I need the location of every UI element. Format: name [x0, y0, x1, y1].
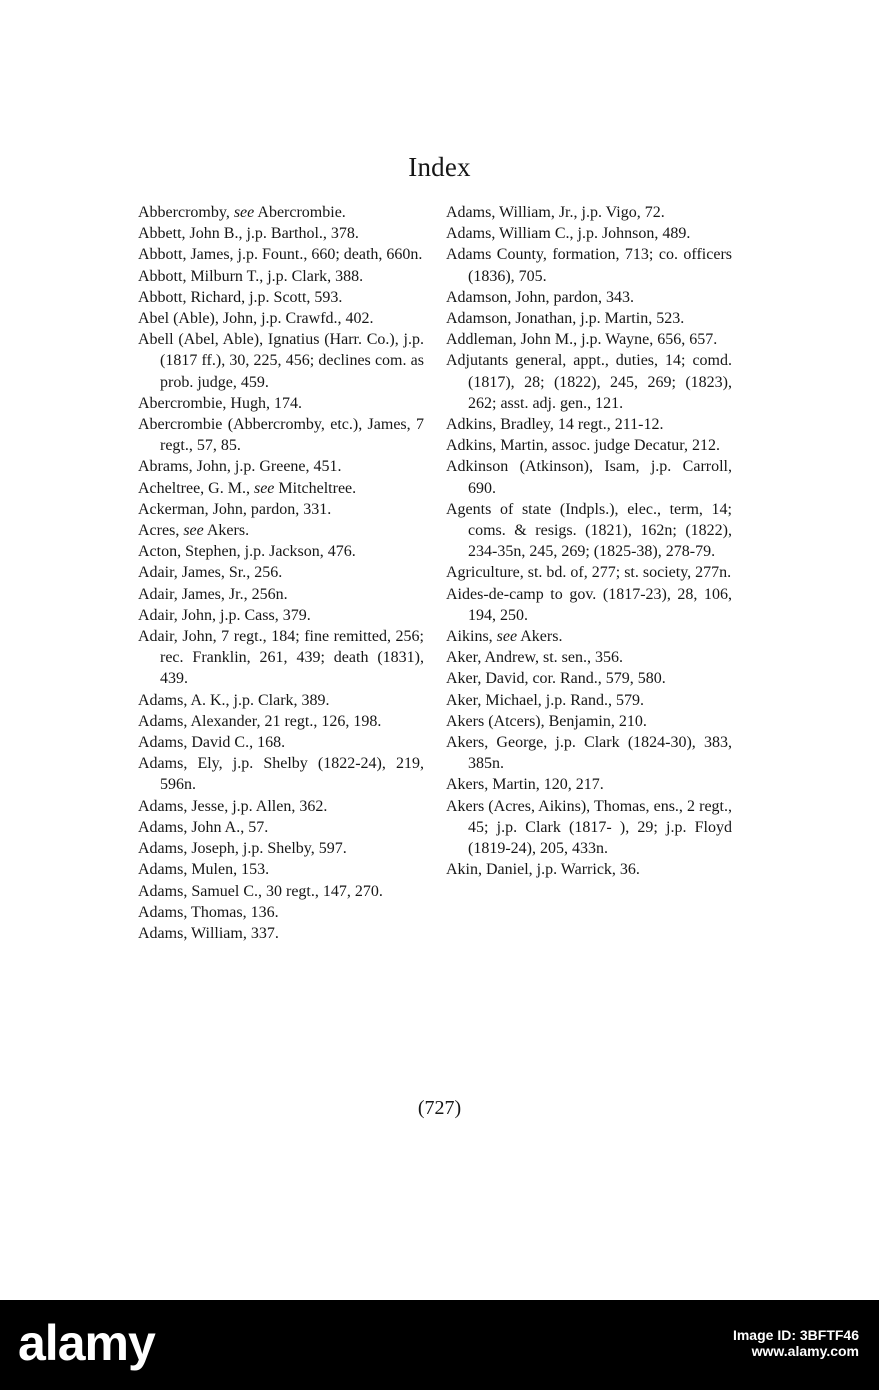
index-column-right: [446, 202, 732, 881]
index-entry: Akers (Acres, Aikins), Thomas, ens., 2 regt., 45; j.p. Clark (1817- ), 29; j.p. Floyd (1819-24), 205, 433n.: [446, 797, 732, 858]
index-entry: Adkins, Martin, assoc. judge Decatur, 212.: [446, 437, 720, 455]
page-title: Index: [408, 152, 471, 182]
image-id-label: [733, 1327, 859, 1359]
index-entry: Adams, Jesse, j.p. Allen, 362.: [138, 797, 328, 815]
index-entry: Abel (Able), John, j.p. Crawfd., 402.: [138, 310, 374, 328]
index-entry: Addleman, John M., j.p. Wayne, 656, 657.: [446, 331, 718, 349]
index-entry: Adams, Samuel C., 30 regt., 147, 270.: [138, 882, 383, 900]
see-reference: see: [496, 628, 518, 646]
index-entry: Adams, John A., 57.: [138, 818, 269, 836]
index-entry: Adjutants general, appt., duties, 14; comd. (1817), 28; (1822), 245, 269; (1823), 262; asst. adj. gen., 121.: [446, 352, 732, 412]
index-entry: Aker, Andrew, st. sen., 356.: [446, 649, 623, 667]
index-entry: Abbott, Milburn T., j.p. Clark, 388.: [138, 267, 364, 285]
entry-text: Acheltree, G. M.,: [138, 479, 254, 497]
index-entry: Adams, William, Jr., j.p. Vigo, 72.: [446, 204, 665, 221]
index-entry: [138, 202, 424, 223]
entry-text: Abercrombie.: [254, 204, 346, 221]
entry-text: Abbercromby,: [138, 204, 234, 221]
page-number: (727): [417, 1097, 462, 1119]
index-entry: Abbett, John B., j.p. Barthol., 378.: [138, 225, 359, 243]
index-entry: Adams, Joseph, j.p. Shelby, 597.: [138, 840, 347, 858]
index-entry: Aker, Michael, j.p. Rand., 579.: [446, 691, 644, 709]
index-entry: Agriculture, st. bd. of, 277; st. society, 277n.: [446, 564, 732, 582]
index-entry: Adair, John, 7 regt., 184; fine remitted, 256; rec. Franklin, 261, 439; death (1831), 439.: [138, 628, 424, 688]
index-entry: Adamson, John, pardon, 343.: [446, 288, 634, 306]
index-entry: Adams County, formation, 713; co. officers (1836), 705.: [446, 246, 732, 285]
index-entry: Acton, Stephen, j.p. Jackson, 476.: [138, 543, 356, 561]
entry-text: Mitcheltree.: [274, 479, 357, 497]
index-entry: Adams, Alexander, 21 regt., 126, 198.: [138, 712, 382, 730]
index-entry: Adair, James, Jr., 256n.: [138, 585, 288, 603]
index-entry: Akers (Atcers), Benjamin, 210.: [446, 712, 647, 730]
index-entry: Adams, William, 337.: [138, 924, 279, 942]
index-entry: Adams, William C., j.p. Johnson, 489.: [446, 225, 691, 243]
index-entry: Akin, Daniel, j.p. Warrick, 36.: [446, 861, 640, 879]
index-entry: Aker, David, cor. Rand., 579, 580.: [446, 670, 666, 688]
index-entry: Agents of state (Indpls.), elec., term, 14; coms. & resigs. (1821), 162n; (1822), 234-35n, 245, 269; (1825-38), 278-79.: [446, 500, 732, 561]
index-entry: [138, 478, 424, 499]
index-entry: Adkinson (Atkinson), Isam, j.p. Carroll, 690.: [446, 458, 732, 497]
alamy-logo: alamy: [18, 1315, 155, 1371]
index-entry: Adair, John, j.p. Cass, 379.: [138, 606, 311, 624]
index-entry: Abbott, Richard, j.p. Scott, 593.: [138, 288, 343, 306]
index-entry: Abbott, James, j.p. Fount., 660; death, 660n.: [138, 246, 423, 264]
image-id-text: Image ID: 3BFTF46: [732, 1327, 859, 1343]
index-entry: Akers, George, j.p. Clark (1824-30), 383, 385n.: [446, 734, 732, 773]
index-entry: Adams, A. K., j.p. Clark, 389.: [138, 691, 330, 709]
index-entry: Abell (Abel, Able), Ignatius (Harr. Co.), j.p. (1817 ff.), 30, 225, 456; declines com. as prob. judge, 459.: [138, 331, 424, 391]
entry-text: Akers.: [203, 522, 250, 540]
index-entry: Adkins, Bradley, 14 regt., 211-12.: [446, 416, 664, 434]
index-entry: Abercrombie, Hugh, 174.: [138, 394, 302, 412]
index-entry: [446, 626, 732, 647]
index-entry: Adams, David C., 168.: [138, 734, 286, 752]
index-entry: Adams, Thomas, 136.: [138, 903, 279, 921]
site-url-text: www.alamy.com: [751, 1343, 859, 1359]
see-reference: see: [183, 522, 204, 540]
index-entry: Abrams, John, j.p. Greene, 451.: [138, 458, 342, 476]
index-entry: Adamson, Jonathan, j.p. Martin, 523.: [446, 310, 685, 328]
entry-text: Akers.: [517, 628, 563, 646]
entry-text: Acres,: [138, 522, 184, 540]
index-entry: Adams, Ely, j.p. Shelby (1822-24), 219, 596n.: [138, 755, 424, 794]
see-reference: see: [253, 479, 275, 497]
index-entry: Adair, James, Sr., 256.: [138, 564, 283, 582]
index-entry: [138, 520, 424, 541]
index-entry: Adams, Mulen, 153.: [138, 861, 270, 879]
index-entry: Aides-de-camp to gov. (1817-23), 28, 106, 194, 250.: [446, 585, 732, 624]
entry-text: Aikins,: [446, 628, 497, 646]
see-reference: see: [233, 204, 255, 221]
index-entry: Abercrombie (Abbercromby, etc.), James, 7 regt., 57, 85.: [138, 416, 424, 455]
watermark-banner: [0, 1300, 879, 1390]
index-entry: Ackerman, John, pardon, 331.: [138, 500, 332, 518]
index-column-left: [138, 202, 424, 944]
index-entry: Akers, Martin, 120, 217.: [446, 776, 604, 794]
